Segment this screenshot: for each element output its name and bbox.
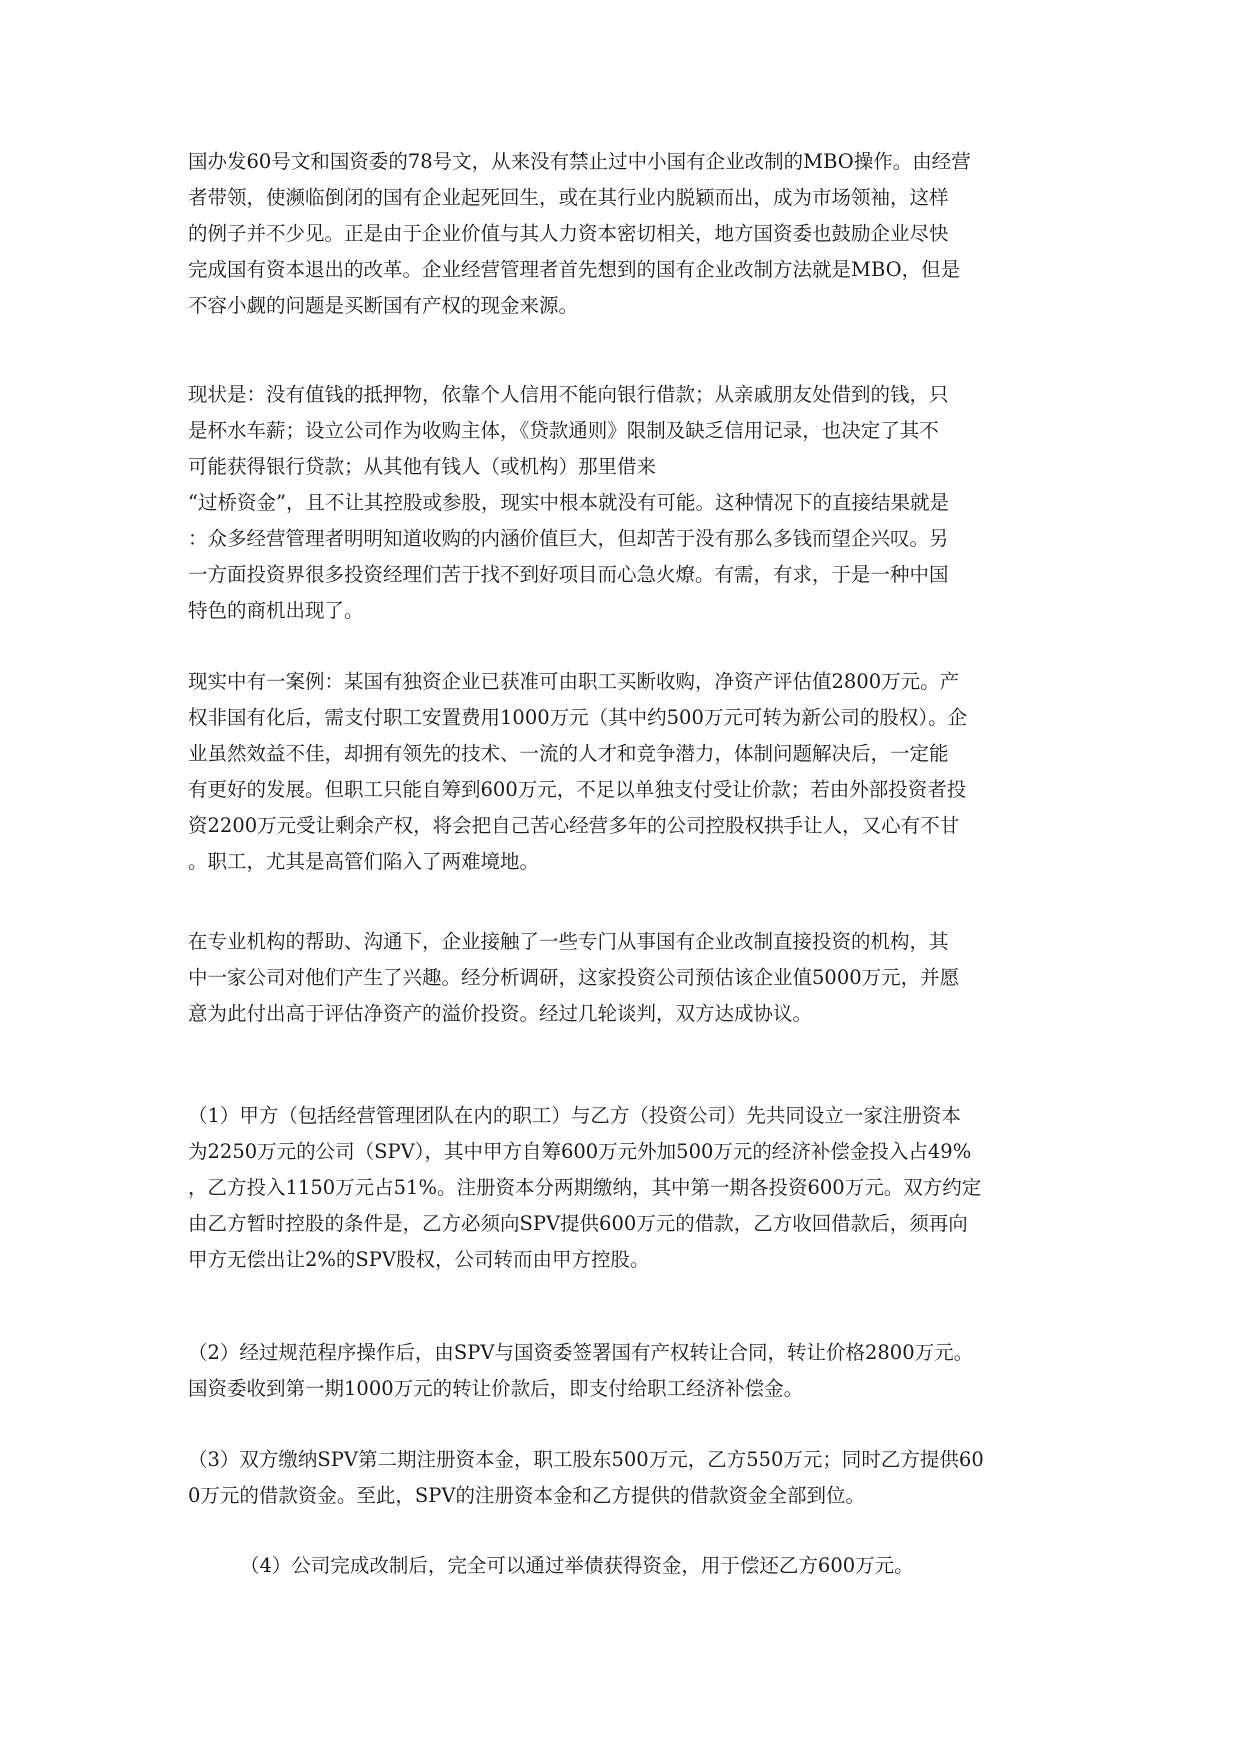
text-line: 为2250万元的公司（SPV），其中甲方自筹600万元外加500万元的经济补偿金投入占49%: [188, 1140, 972, 1163]
text-line: 现实中有一案例：某国有独资企业已获准可由职工买断收购，净资产评估值2800万元。产: [188, 670, 960, 693]
text-line: 权非国有化后，需支付职工安置费用1000万元（其中约500万元可转为新公司的股权）。企: [188, 706, 968, 729]
text-line: 不容小觑的问题是买断国有产权的现金来源。: [188, 294, 579, 317]
text-line: “过桥资金”，且不让其控股或参股，现实中根本就没有可能。这种情况下的直接结果就是: [188, 491, 949, 514]
text-line: 0万元的借款资金。至此，SPV的注册资本金和乙方提供的借款资金全部到位。: [188, 1484, 865, 1507]
text-line: 现状是：没有值钱的抵押物，依靠个人信用不能向银行借款；从亲戚朋友处借到的钱，只: [188, 383, 949, 406]
text-line: 意为此付出高于评估净资产的溢价投资。经过几轮谈判，双方达成协议。: [188, 1002, 813, 1025]
text-line: 甲方无偿出让2%的SPV股权，公司转而由甲方控股。: [188, 1248, 650, 1271]
text-line: 由乙方暂时控股的条件是，乙方必须向SPV提供600万元的借款，乙方收回借款后，须再向: [188, 1212, 968, 1235]
paragraph-case-study: [188, 664, 1058, 880]
text-line: 可能获得银行贷款；从其他有钱人（或机构）那里借来: [188, 455, 657, 478]
text-line: 的例子并不少见。正是由于企业价值与其人力资本密切相关，地方国资委也鼓励企业尽快: [188, 222, 949, 245]
text-line: 。职工，尤其是高管们陷入了两难境地。: [188, 850, 540, 873]
text-line: （3）双方缴纳SPV第二期注册资本金，职工股东500万元，乙方550万元；同时乙方提供60: [188, 1448, 984, 1471]
text-line: 有更好的发展。但职工只能自筹到600万元，不足以单独支付受让价款；若由外部投资者投: [188, 778, 967, 801]
paragraph-step-4: [240, 1548, 1110, 1584]
paragraph-step-3: [188, 1442, 1058, 1514]
paragraph-current-situation: [188, 377, 1058, 629]
text-line: 资2200万元受让剩余产权，将会把自己苦心经营多年的公司控股权拱手让人，又心有不甘: [188, 814, 960, 837]
text-line: 中一家公司对他们产生了兴趣。经分析调研，这家投资公司预估该企业值5000万元，并愿: [188, 966, 960, 989]
text-line: ，乙方投入1150万元占51%。注册资本分两期缴纳，其中第一期各投资600万元。双方约定: [188, 1176, 982, 1199]
paragraph-step-2: [188, 1335, 1058, 1407]
paragraph-agreement: [188, 924, 1058, 1032]
text-line: 国资委收到第一期1000万元的转让价款后，即支付给职工经济补偿金。: [188, 1377, 804, 1400]
text-line: ：众多经营管理者明明知道收购的内涵价值巨大，但却苦于没有那么多钱而望企兴叹。另: [188, 527, 949, 550]
text-line: 完成国有资本退出的改革。企业经营管理者首先想到的国有企业改制方法就是MBO，但是: [188, 258, 961, 281]
text-line: 一方面投资界很多投资经理们苦于找不到好项目而心急火燎。有需，有求，于是一种中国: [188, 563, 949, 586]
text-line: 是杯水车薪；设立公司作为收购主体，《贷款通则》限制及缺乏信用记录，也决定了其不: [188, 419, 939, 442]
text-line: （1）甲方（包括经营管理团队在内的职工）与乙方（投资公司）先共同设立一家注册资本: [188, 1104, 961, 1127]
paragraph-mbo-background: [188, 144, 1058, 324]
paragraph-step-1: [188, 1098, 1058, 1278]
text-line: 者带领，使濒临倒闭的国有企业起死回生，或在其行业内脱颖而出，成为市场领袖，这样: [188, 186, 949, 209]
text-line: 在专业机构的帮助、沟通下，企业接触了一些专门从事国有企业改制直接投资的机构，其: [188, 930, 949, 953]
text-line: 业虽然效益不佳，却拥有领先的技术、一流的人才和竞争潜力，体制问题解决后，一定能: [188, 742, 949, 765]
text-line: 特色的商机出现了。: [188, 599, 364, 622]
text-line: 国办发60号文和国资委的78号文，从来没有禁止过中小国有企业改制的MBO操作。由经营: [188, 150, 971, 173]
text-line: （2）经过规范程序操作后，由SPV与国资委签署国有产权转让合同，转让价格2800万元。: [188, 1341, 974, 1364]
text-line: （4）公司完成改制后，完全可以通过举债获得资金，用于偿还乙方600万元。: [240, 1554, 914, 1577]
